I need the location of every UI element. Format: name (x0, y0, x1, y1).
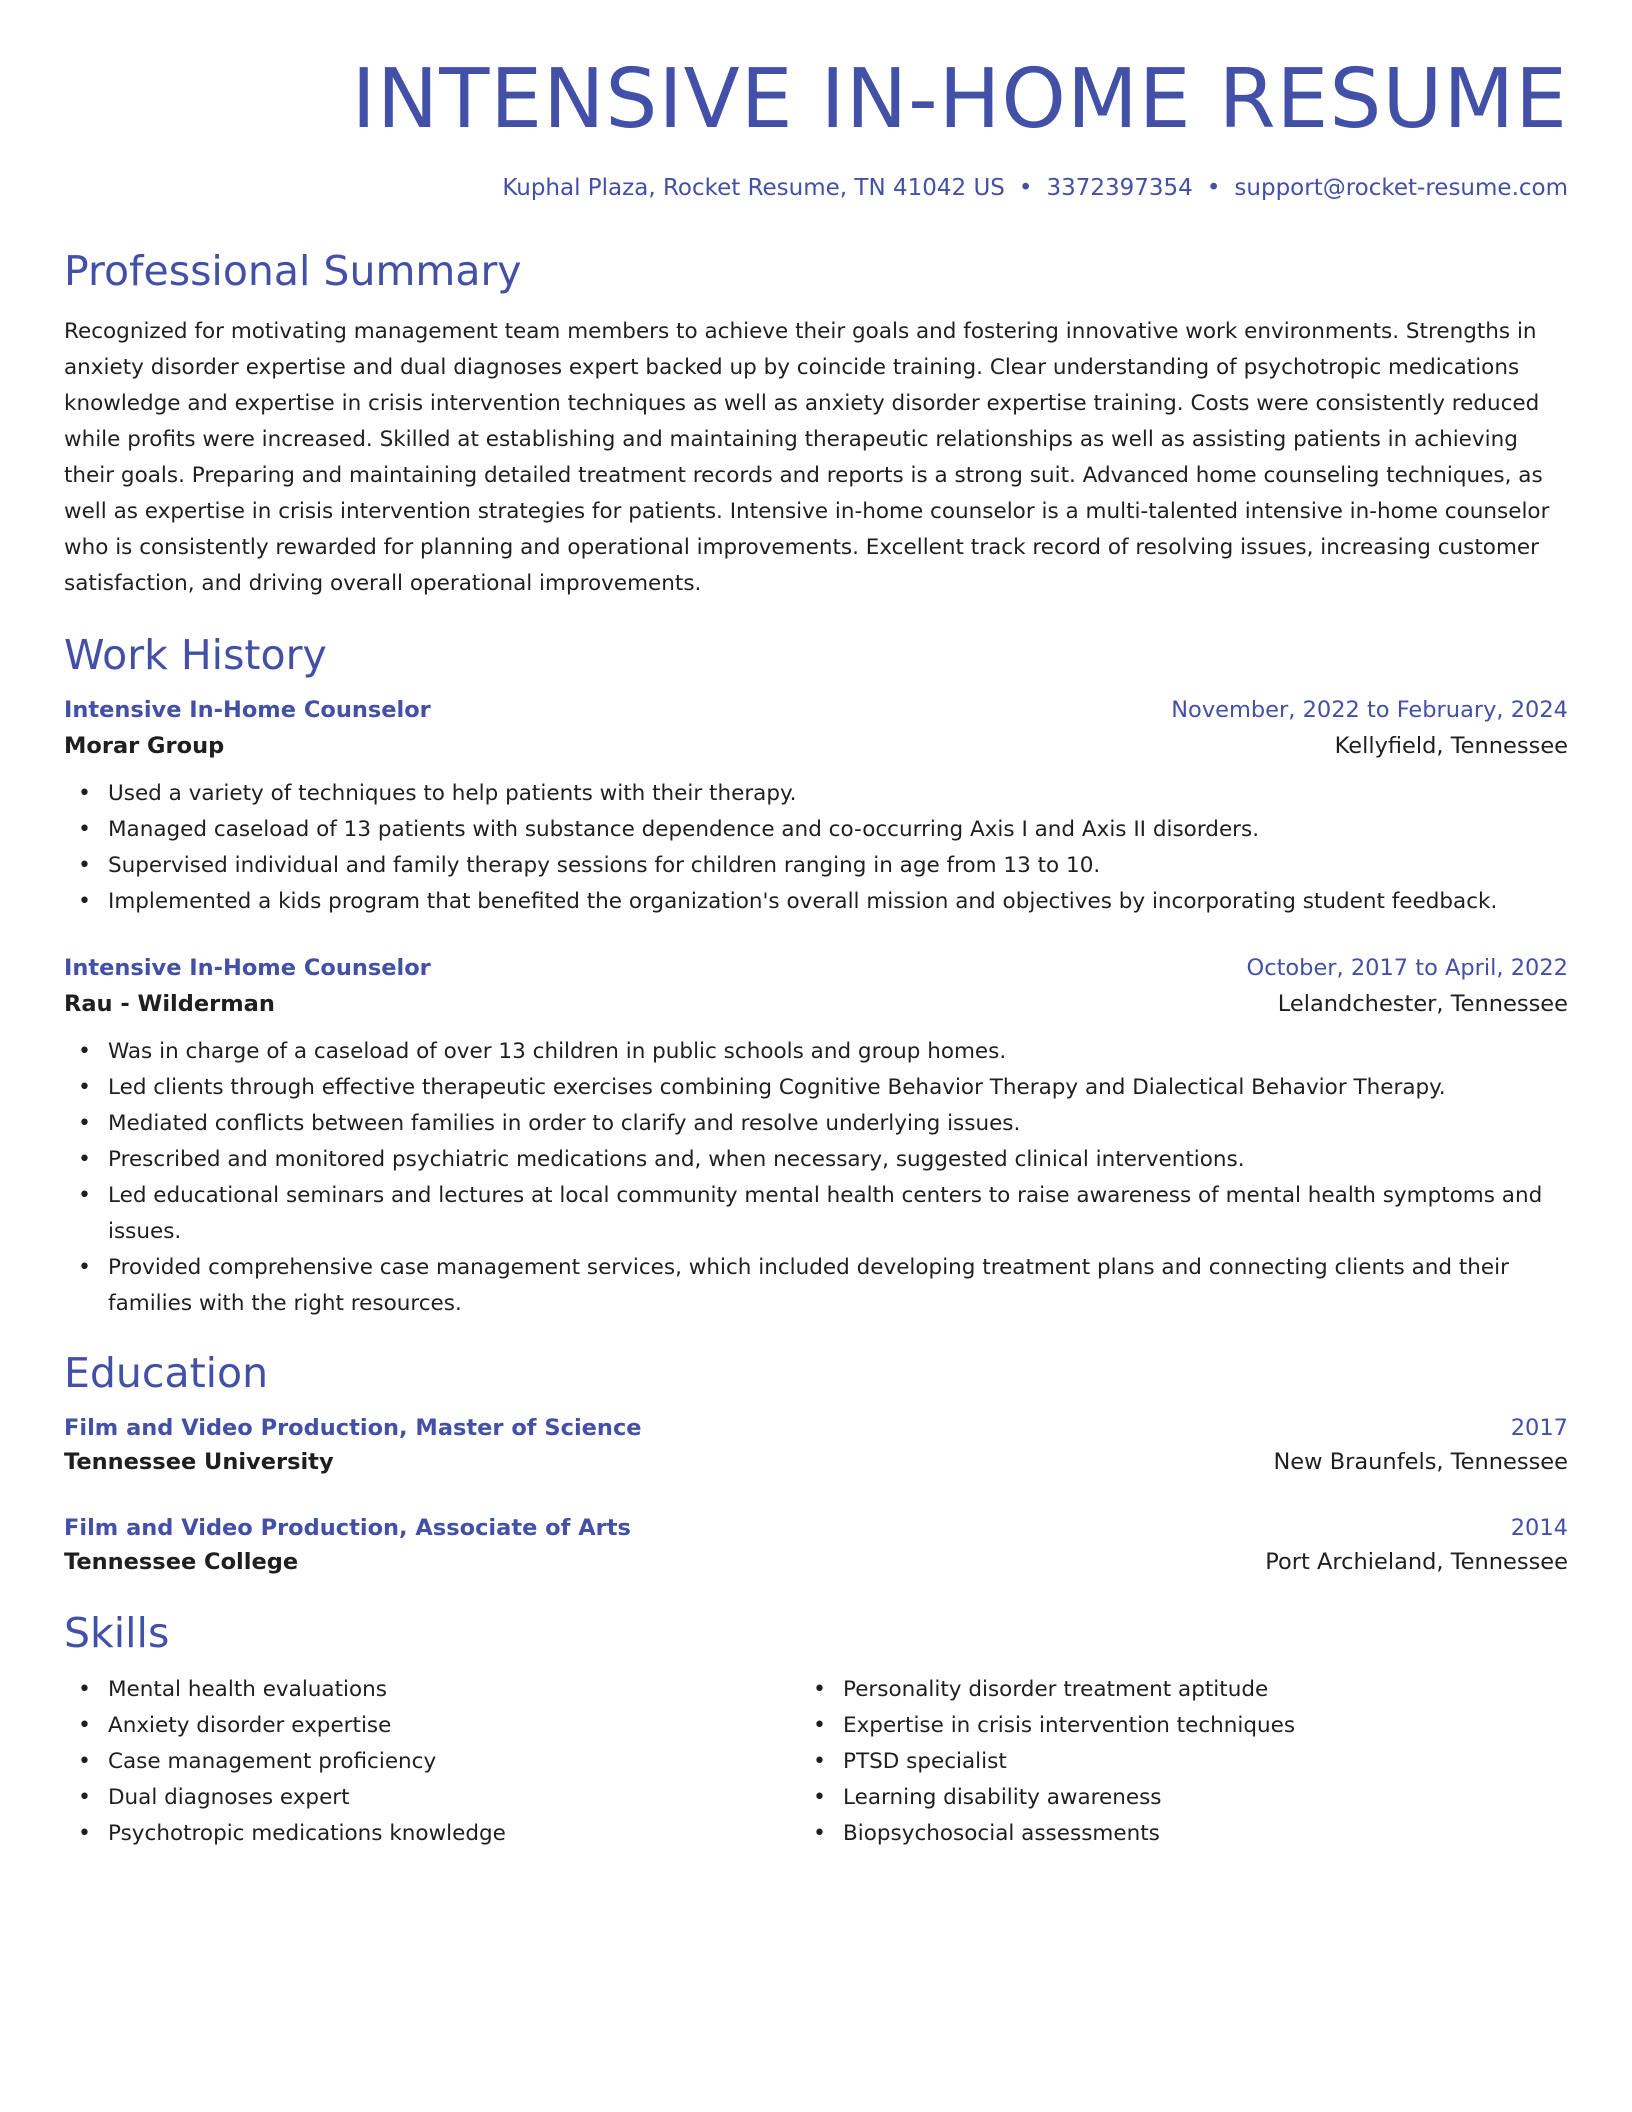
education-heading: Education (64, 1349, 269, 1397)
job-bullet: • Was in charge of a caseload of over 13 children in public schools and group homes. (64, 1034, 1568, 1070)
contact-phone: 3372397354 (1046, 175, 1193, 201)
skill-item: • Dual diagnoses expert (64, 1780, 799, 1816)
summary-text: Recognized for motivating management team members to achieve their goals and fostering innovative work environments. Strengths in anxiety disorder expertise and dual diagnoses expert backed up by coincide training. Clear understanding of psychotropic medications knowledge and expertise in crisis intervention techniques as well as anxiety disorder expertise training. Costs were consistently reduced while profits were increased. Skilled at establishing and maintaining therapeutic relationships as well as assisting patients in achieving their goals. Preparing and maintaining detailed treatment records and reports is a strong suit. Advanced home counseling techniques, as well as expertise in crisis intervention strategies for patients. Intensive in-home counselor is a multi-talented intensive in-home counselor who is consistently rewarded for planning and operational improvements. Excellent track record of resolving issues, increasing customer satisfaction, and driving overall operational improvements. (64, 319, 1550, 596)
skill-item: • Psychotropic medications knowledge (64, 1816, 799, 1852)
education-degree: Film and Video Production, Associate of Arts (64, 1515, 631, 1541)
job-entry (64, 952, 1568, 1322)
contact-address: Kuphal Plaza, Rocket Resume, TN 41042 US (502, 175, 1005, 201)
job-bullet: • Provided comprehensive case management services, which included developing treatment plans and connecting clients and their families with the right resources. (64, 1250, 1568, 1322)
job-role: Intensive In-Home Counselor (64, 697, 431, 723)
job-location: Lelandchester, Tennessee (1277, 991, 1568, 1017)
job-bullet: • Mediated conflicts between families in order to clarify and resolve underlying issues. (64, 1106, 1568, 1142)
job-dates: November, 2022 to February, 2024 (1171, 697, 1568, 723)
skill-item: • Learning disability awareness (799, 1780, 1499, 1816)
contact-line (64, 172, 1568, 204)
job-bullet: • Implemented a kids program that benefited the organization's overall mission and objectives by incorporating student feedback. (64, 884, 1568, 920)
job-location: Kellyfield, Tennessee (1334, 733, 1568, 759)
education-degree: Film and Video Production, Master of Science (64, 1415, 642, 1441)
education-year: 2014 (1510, 1515, 1568, 1541)
work-history-heading: Work History (64, 631, 327, 679)
contact-separator: • (1206, 175, 1221, 201)
education-entry (64, 1412, 1568, 1478)
skill-item: • Biopsychosocial assessments (799, 1816, 1499, 1852)
skill-item: • Mental health evaluations (64, 1672, 799, 1708)
education-entry (64, 1512, 1568, 1578)
skills-heading: Skills (64, 1609, 170, 1657)
job-title-row (64, 694, 1568, 726)
skills-list-left (64, 1672, 799, 1852)
education-degree-row (64, 1412, 1568, 1444)
resume-name: INTENSIVE IN-HOME RESUME (351, 52, 1568, 147)
job-bullet: • Managed caseload of 13 patients with substance dependence and co-occurring Axis I and Axis II disorders. (64, 812, 1568, 848)
contact-email: support@rocket-resume.com (1234, 175, 1568, 201)
summary-heading: Professional Summary (64, 247, 522, 295)
education-school: Tennessee University (64, 1449, 334, 1475)
education-degree-row (64, 1512, 1568, 1544)
resume-header (64, 50, 1568, 204)
skill-item: • Anxiety disorder expertise (64, 1708, 799, 1744)
education-school-row (64, 1546, 1568, 1578)
job-bullets (64, 776, 1568, 920)
education-section (64, 1348, 1568, 1578)
skill-item: • PTSD specialist (799, 1744, 1499, 1780)
job-title-row (64, 952, 1568, 984)
job-bullet: • Led educational seminars and lectures at local community mental health centers to raise awareness of mental health symptoms and issues. (64, 1178, 1568, 1250)
job-bullet: • Prescribed and monitored psychiatric medications and, when necessary, suggested clinical interventions. (64, 1142, 1568, 1178)
skill-item: • Expertise in crisis intervention techniques (799, 1708, 1499, 1744)
work-history-section (64, 630, 1568, 1322)
education-location: Port Archieland, Tennessee (1265, 1549, 1568, 1575)
job-entry (64, 694, 1568, 920)
job-role: Intensive In-Home Counselor (64, 955, 431, 981)
contact-separator: • (1018, 175, 1033, 201)
skill-item: • Case management proficiency (64, 1744, 799, 1780)
skills-list-right (799, 1672, 1499, 1852)
education-school-row (64, 1446, 1568, 1478)
summary-section (64, 246, 1568, 602)
education-year: 2017 (1510, 1415, 1568, 1441)
job-bullet: • Supervised individual and family therapy sessions for children ranging in age from 13 to 10. (64, 848, 1568, 884)
skills-section (64, 1608, 1568, 1852)
job-employer: Rau - Wilderman (64, 991, 275, 1017)
skills-columns (64, 1672, 1568, 1852)
job-org-row (64, 730, 1568, 762)
job-dates: October, 2017 to April, 2022 (1246, 955, 1568, 981)
job-employer: Morar Group (64, 733, 225, 759)
job-org-row (64, 988, 1568, 1020)
job-bullets (64, 1034, 1568, 1322)
job-bullet: • Led clients through effective therapeutic exercises combining Cognitive Behavior Therapy and Dialectical Behavior Therapy. (64, 1070, 1568, 1106)
education-school: Tennessee College (64, 1549, 299, 1575)
job-bullet: • Used a variety of techniques to help patients with their therapy. (64, 776, 1568, 812)
skill-item: • Personality disorder treatment aptitude (799, 1672, 1499, 1708)
education-location: New Braunfels, Tennessee (1273, 1449, 1568, 1475)
